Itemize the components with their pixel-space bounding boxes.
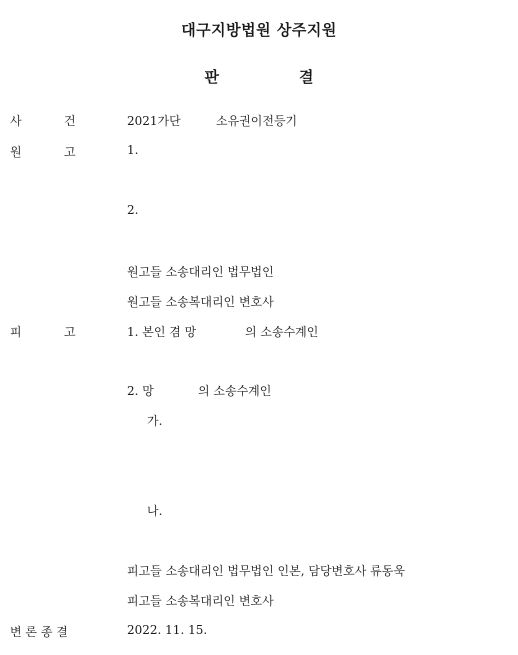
defendant-label-char1: 피 [10,325,22,339]
case-number: 2021가단 [127,114,181,128]
defendant-sub-counsel: 피고들 소송복대리인 변호사 [127,594,274,608]
plaintiff-counsel: 원고들 소송대리인 법무법인 [127,265,274,279]
plaintiff-label-char2: 고 [64,145,76,159]
defendant-item-1-prefix: 1. 본인 겸 망 [127,325,197,339]
defendant-item-2-prefix: 2. 망 [127,384,154,398]
case-label-char1: 사 [10,114,22,128]
defendant-item-1-suffix: 의 소송수계인 [245,325,319,339]
defendant-item-2-suffix: 의 소송수계인 [198,384,272,398]
court-name: 대구지방법원 상주지원 [181,21,337,39]
case-label-char2: 건 [64,114,76,128]
plaintiff-label [10,143,80,160]
title-char-right: 결 [299,68,314,86]
closing-label: 변 론 종 결 [10,625,68,639]
defendant-sub-b: 나. [147,504,163,518]
document-title [0,66,518,87]
plaintiff-label-char1: 원 [10,145,22,159]
case-label [10,112,80,129]
closing-date: 2022. 11. 15. [127,623,208,637]
plaintiff-item-2: 2. [127,203,139,217]
plaintiff-sub-counsel: 원고들 소송복대리인 변호사 [127,295,274,309]
case-name: 소유권이전등기 [216,114,298,128]
defendant-label [10,323,80,340]
defendant-label-char2: 고 [64,325,76,339]
title-char-left: 판 [204,68,219,86]
defendant-counsel: 피고들 소송대리인 법무법인 인본, 담당변호사 류동욱 [127,564,405,578]
plaintiff-item-1: 1. [127,143,139,157]
defendant-sub-a: 가. [147,414,163,428]
